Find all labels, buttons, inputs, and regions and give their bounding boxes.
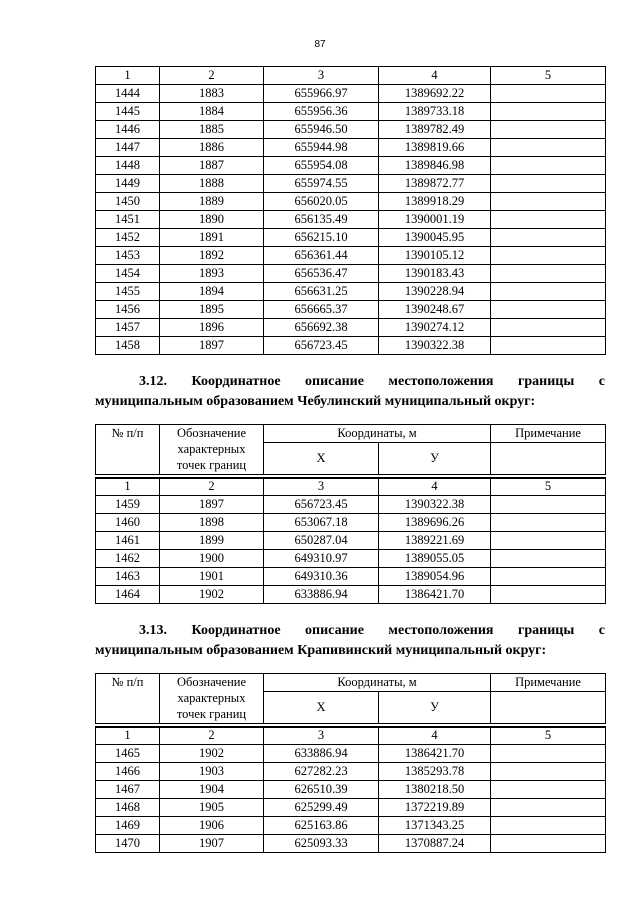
- header-y: У: [379, 692, 491, 724]
- column-number: 1: [96, 727, 160, 745]
- table-cell: 1390322.38: [379, 337, 491, 355]
- table-cell: 1460: [96, 514, 160, 532]
- column-number: 1: [96, 478, 160, 496]
- table-cell: 1899: [160, 532, 264, 550]
- table-cell: 1447: [96, 139, 160, 157]
- table-cell: [491, 817, 606, 835]
- table-cell: 1446: [96, 121, 160, 139]
- table-cell: 1389782.49: [379, 121, 491, 139]
- table-cell: 656135.49: [264, 211, 379, 229]
- coordinates-table-3-13: [95, 673, 606, 724]
- table-cell: 1390105.12: [379, 247, 491, 265]
- table-cell: 1469: [96, 817, 160, 835]
- section-number: 3.13.: [139, 623, 167, 638]
- column-number: 5: [491, 727, 606, 745]
- table-cell: 1390001.19: [379, 211, 491, 229]
- table-cell: 1883: [160, 85, 264, 103]
- table-cell: [491, 121, 606, 139]
- table-cell: 1390045.95: [379, 229, 491, 247]
- table-cell: 1390274.12: [379, 319, 491, 337]
- table-cell: 1467: [96, 781, 160, 799]
- column-number: 5: [491, 67, 606, 85]
- heading-line2: муниципальным образованием Крапивинский муниципальный округ:: [95, 643, 547, 658]
- heading-line2: муниципальным образованием Чебулинский муниципальный округ:: [95, 394, 536, 409]
- table-cell: 1389696.26: [379, 514, 491, 532]
- header-note: Примечание: [491, 425, 606, 443]
- table-cell: 1893: [160, 265, 264, 283]
- table-row: [96, 337, 606, 355]
- table-cell: [491, 103, 606, 121]
- table-row: [96, 211, 606, 229]
- header-line: характерных: [177, 442, 246, 456]
- table-cell: 1389872.77: [379, 175, 491, 193]
- table-row: [96, 319, 606, 337]
- header-point-designation: [160, 425, 264, 475]
- header-line: точек границ: [176, 707, 247, 721]
- header-coordinates: Координаты, м: [264, 674, 491, 692]
- table-cell: 1905: [160, 799, 264, 817]
- column-number: 5: [491, 478, 606, 496]
- table-cell: 1902: [160, 745, 264, 763]
- table-cell: 1470: [96, 835, 160, 853]
- section-heading-3-12: [95, 372, 605, 412]
- table-cell: 1901: [160, 568, 264, 586]
- table-row: [96, 835, 606, 853]
- column-number-row: [96, 67, 606, 85]
- heading-word: описание: [305, 374, 364, 389]
- table-row: [96, 229, 606, 247]
- table-cell: 1389054.96: [379, 568, 491, 586]
- table-cell: [491, 283, 606, 301]
- table-cell: 656665.37: [264, 301, 379, 319]
- table-cell: 656631.25: [264, 283, 379, 301]
- table-cell: 1451: [96, 211, 160, 229]
- table-row: [96, 586, 606, 604]
- table-cell: 633886.94: [264, 586, 379, 604]
- table-cell: 1385293.78: [379, 763, 491, 781]
- table-row: [96, 532, 606, 550]
- heading-line1: [95, 621, 605, 641]
- table-row: [96, 121, 606, 139]
- heading-word: границы: [518, 374, 575, 389]
- table-cell: 1389819.66: [379, 139, 491, 157]
- table-cell: 1452: [96, 229, 160, 247]
- header-x: X: [264, 692, 379, 724]
- table-cell: 1386421.70: [379, 745, 491, 763]
- coordinates-table-3-13-body: [95, 726, 606, 853]
- table-cell: 1450: [96, 193, 160, 211]
- table-cell: 649310.36: [264, 568, 379, 586]
- column-number: 2: [160, 727, 264, 745]
- table-cell: [491, 835, 606, 853]
- page-number: 87: [314, 39, 326, 50]
- column-number: 3: [264, 727, 379, 745]
- table-cell: 650287.04: [264, 532, 379, 550]
- header-number: № п/п: [96, 425, 160, 475]
- table-cell: 625093.33: [264, 835, 379, 853]
- table-cell: 625163.86: [264, 817, 379, 835]
- table-cell: 656723.45: [264, 496, 379, 514]
- table-cell: 1390322.38: [379, 496, 491, 514]
- table-cell: 655946.50: [264, 121, 379, 139]
- table-cell: 1462: [96, 550, 160, 568]
- table-cell: 1389733.18: [379, 103, 491, 121]
- table-cell: 1455: [96, 283, 160, 301]
- header-row: [96, 425, 606, 443]
- column-number-row: [96, 727, 606, 745]
- table-cell: [491, 568, 606, 586]
- table-row: [96, 157, 606, 175]
- table-row: [96, 283, 606, 301]
- table-row: [96, 103, 606, 121]
- table-cell: 633886.94: [264, 745, 379, 763]
- table-cell: 1900: [160, 550, 264, 568]
- heading-word: границы: [518, 623, 575, 638]
- table-cell: [491, 745, 606, 763]
- table-cell: 1897: [160, 337, 264, 355]
- table-cell: 1884: [160, 103, 264, 121]
- table-row: [96, 496, 606, 514]
- heading-word: местоположения: [388, 623, 494, 638]
- header-x: X: [264, 443, 379, 475]
- table-cell: 655966.97: [264, 85, 379, 103]
- column-number: 4: [379, 67, 491, 85]
- table-cell: 1903: [160, 763, 264, 781]
- table-cell: [491, 337, 606, 355]
- table-cell: 656536.47: [264, 265, 379, 283]
- header-line: точек границ: [176, 458, 247, 472]
- coordinates-table-continued: [95, 66, 606, 355]
- table-cell: 1380218.50: [379, 781, 491, 799]
- column-number: 4: [379, 478, 491, 496]
- table-cell: 1906: [160, 817, 264, 835]
- table-cell: [491, 319, 606, 337]
- table-cell: 1885: [160, 121, 264, 139]
- table-cell: [491, 193, 606, 211]
- table-cell: 655944.98: [264, 139, 379, 157]
- table-cell: [491, 247, 606, 265]
- table-body: [96, 496, 606, 604]
- table-cell: [491, 763, 606, 781]
- table-cell: 1904: [160, 781, 264, 799]
- table-cell: 1890: [160, 211, 264, 229]
- table-cell: 656692.38: [264, 319, 379, 337]
- table-cell: 1889: [160, 193, 264, 211]
- header-point-designation: [160, 674, 264, 724]
- table-cell: 1389221.69: [379, 532, 491, 550]
- heading-word: Координатное: [191, 623, 281, 638]
- table-cell: 1888: [160, 175, 264, 193]
- table-body: [96, 85, 606, 355]
- heading-word: с: [598, 374, 605, 389]
- column-number: 1: [96, 67, 160, 85]
- table-cell: [491, 211, 606, 229]
- header-note-blank: [491, 443, 606, 475]
- table-cell: [491, 157, 606, 175]
- table-cell: 626510.39: [264, 781, 379, 799]
- column-number: 2: [160, 67, 264, 85]
- column-number: 3: [264, 478, 379, 496]
- table-row: [96, 139, 606, 157]
- table-row: [96, 247, 606, 265]
- section-heading-3-13: [95, 621, 605, 661]
- table-row: [96, 763, 606, 781]
- header-line: Обозначение: [176, 675, 247, 689]
- column-number-row: [96, 478, 606, 496]
- table-row: [96, 550, 606, 568]
- header-number: № п/п: [96, 674, 160, 724]
- table-cell: 1448: [96, 157, 160, 175]
- table-row: [96, 85, 606, 103]
- table-cell: 1389692.22: [379, 85, 491, 103]
- table-cell: 1895: [160, 301, 264, 319]
- table-cell: 1894: [160, 283, 264, 301]
- table-cell: [491, 496, 606, 514]
- table-cell: 1389846.98: [379, 157, 491, 175]
- table-cell: 1459: [96, 496, 160, 514]
- table-cell: 1897: [160, 496, 264, 514]
- table-row: [96, 568, 606, 586]
- table-row: [96, 301, 606, 319]
- table-cell: 1468: [96, 799, 160, 817]
- table-cell: [491, 550, 606, 568]
- table-row: [96, 193, 606, 211]
- table-cell: 1898: [160, 514, 264, 532]
- table-cell: 653067.18: [264, 514, 379, 532]
- table-row: [96, 799, 606, 817]
- table-cell: 1371343.25: [379, 817, 491, 835]
- table-row: [96, 817, 606, 835]
- column-number: 3: [264, 67, 379, 85]
- header-note-blank: [491, 692, 606, 724]
- table-cell: 1370887.24: [379, 835, 491, 853]
- table-cell: 656723.45: [264, 337, 379, 355]
- table-cell: 1886: [160, 139, 264, 157]
- table-cell: 1453: [96, 247, 160, 265]
- table-cell: 1463: [96, 568, 160, 586]
- table-cell: 1887: [160, 157, 264, 175]
- table-cell: 1372219.89: [379, 799, 491, 817]
- table-cell: 1445: [96, 103, 160, 121]
- header-line: характерных: [177, 691, 246, 705]
- table-cell: 625299.49: [264, 799, 379, 817]
- table-cell: 656361.44: [264, 247, 379, 265]
- header-y: У: [379, 443, 491, 475]
- table-cell: 1896: [160, 319, 264, 337]
- table-cell: [491, 85, 606, 103]
- table-row: [96, 514, 606, 532]
- table-cell: [491, 799, 606, 817]
- table-cell: 1390183.43: [379, 265, 491, 283]
- table-cell: 627282.23: [264, 763, 379, 781]
- table-row: [96, 175, 606, 193]
- table-body: [96, 745, 606, 853]
- table-cell: 1456: [96, 301, 160, 319]
- table-cell: 656215.10: [264, 229, 379, 247]
- table-cell: 1907: [160, 835, 264, 853]
- table-cell: 1891: [160, 229, 264, 247]
- column-number: 4: [379, 727, 491, 745]
- header-note: Примечание: [491, 674, 606, 692]
- table-cell: 1458: [96, 337, 160, 355]
- heading-word: описание: [305, 623, 364, 638]
- heading-word: местоположения: [388, 374, 494, 389]
- table-cell: 1461: [96, 532, 160, 550]
- header-row: [96, 674, 606, 692]
- table-cell: [491, 265, 606, 283]
- heading-line1: [95, 372, 605, 392]
- table-cell: 1390248.67: [379, 301, 491, 319]
- table-cell: [491, 175, 606, 193]
- table-cell: 1444: [96, 85, 160, 103]
- table-cell: 1390228.94: [379, 283, 491, 301]
- table-cell: 1465: [96, 745, 160, 763]
- table-cell: 1892: [160, 247, 264, 265]
- table-cell: 1457: [96, 319, 160, 337]
- heading-word: Координатное: [191, 374, 281, 389]
- table-cell: 1902: [160, 586, 264, 604]
- table-cell: 649310.97: [264, 550, 379, 568]
- table-cell: 1464: [96, 586, 160, 604]
- header-line: Обозначение: [176, 426, 247, 440]
- table-cell: 1386421.70: [379, 586, 491, 604]
- table-cell: [491, 139, 606, 157]
- table-row: [96, 781, 606, 799]
- heading-word: с: [598, 623, 605, 638]
- table-cell: 655954.08: [264, 157, 379, 175]
- table-cell: 656020.05: [264, 193, 379, 211]
- table-cell: 1466: [96, 763, 160, 781]
- table-row: [96, 265, 606, 283]
- table-cell: [491, 229, 606, 247]
- table-cell: 655956.36: [264, 103, 379, 121]
- table-cell: [491, 514, 606, 532]
- coordinates-table-3-12: [95, 424, 606, 475]
- table-row: [96, 745, 606, 763]
- section-number: 3.12.: [139, 374, 167, 389]
- table-cell: 655974.55: [264, 175, 379, 193]
- table-cell: 1389918.29: [379, 193, 491, 211]
- table-cell: [491, 301, 606, 319]
- table-cell: [491, 781, 606, 799]
- coordinates-table-3-12-body: [95, 477, 606, 604]
- table-cell: 1389055.05: [379, 550, 491, 568]
- table-cell: 1449: [96, 175, 160, 193]
- table-cell: [491, 586, 606, 604]
- table-cell: 1454: [96, 265, 160, 283]
- table-cell: [491, 532, 606, 550]
- header-coordinates: Координаты, м: [264, 425, 491, 443]
- column-number: 2: [160, 478, 264, 496]
